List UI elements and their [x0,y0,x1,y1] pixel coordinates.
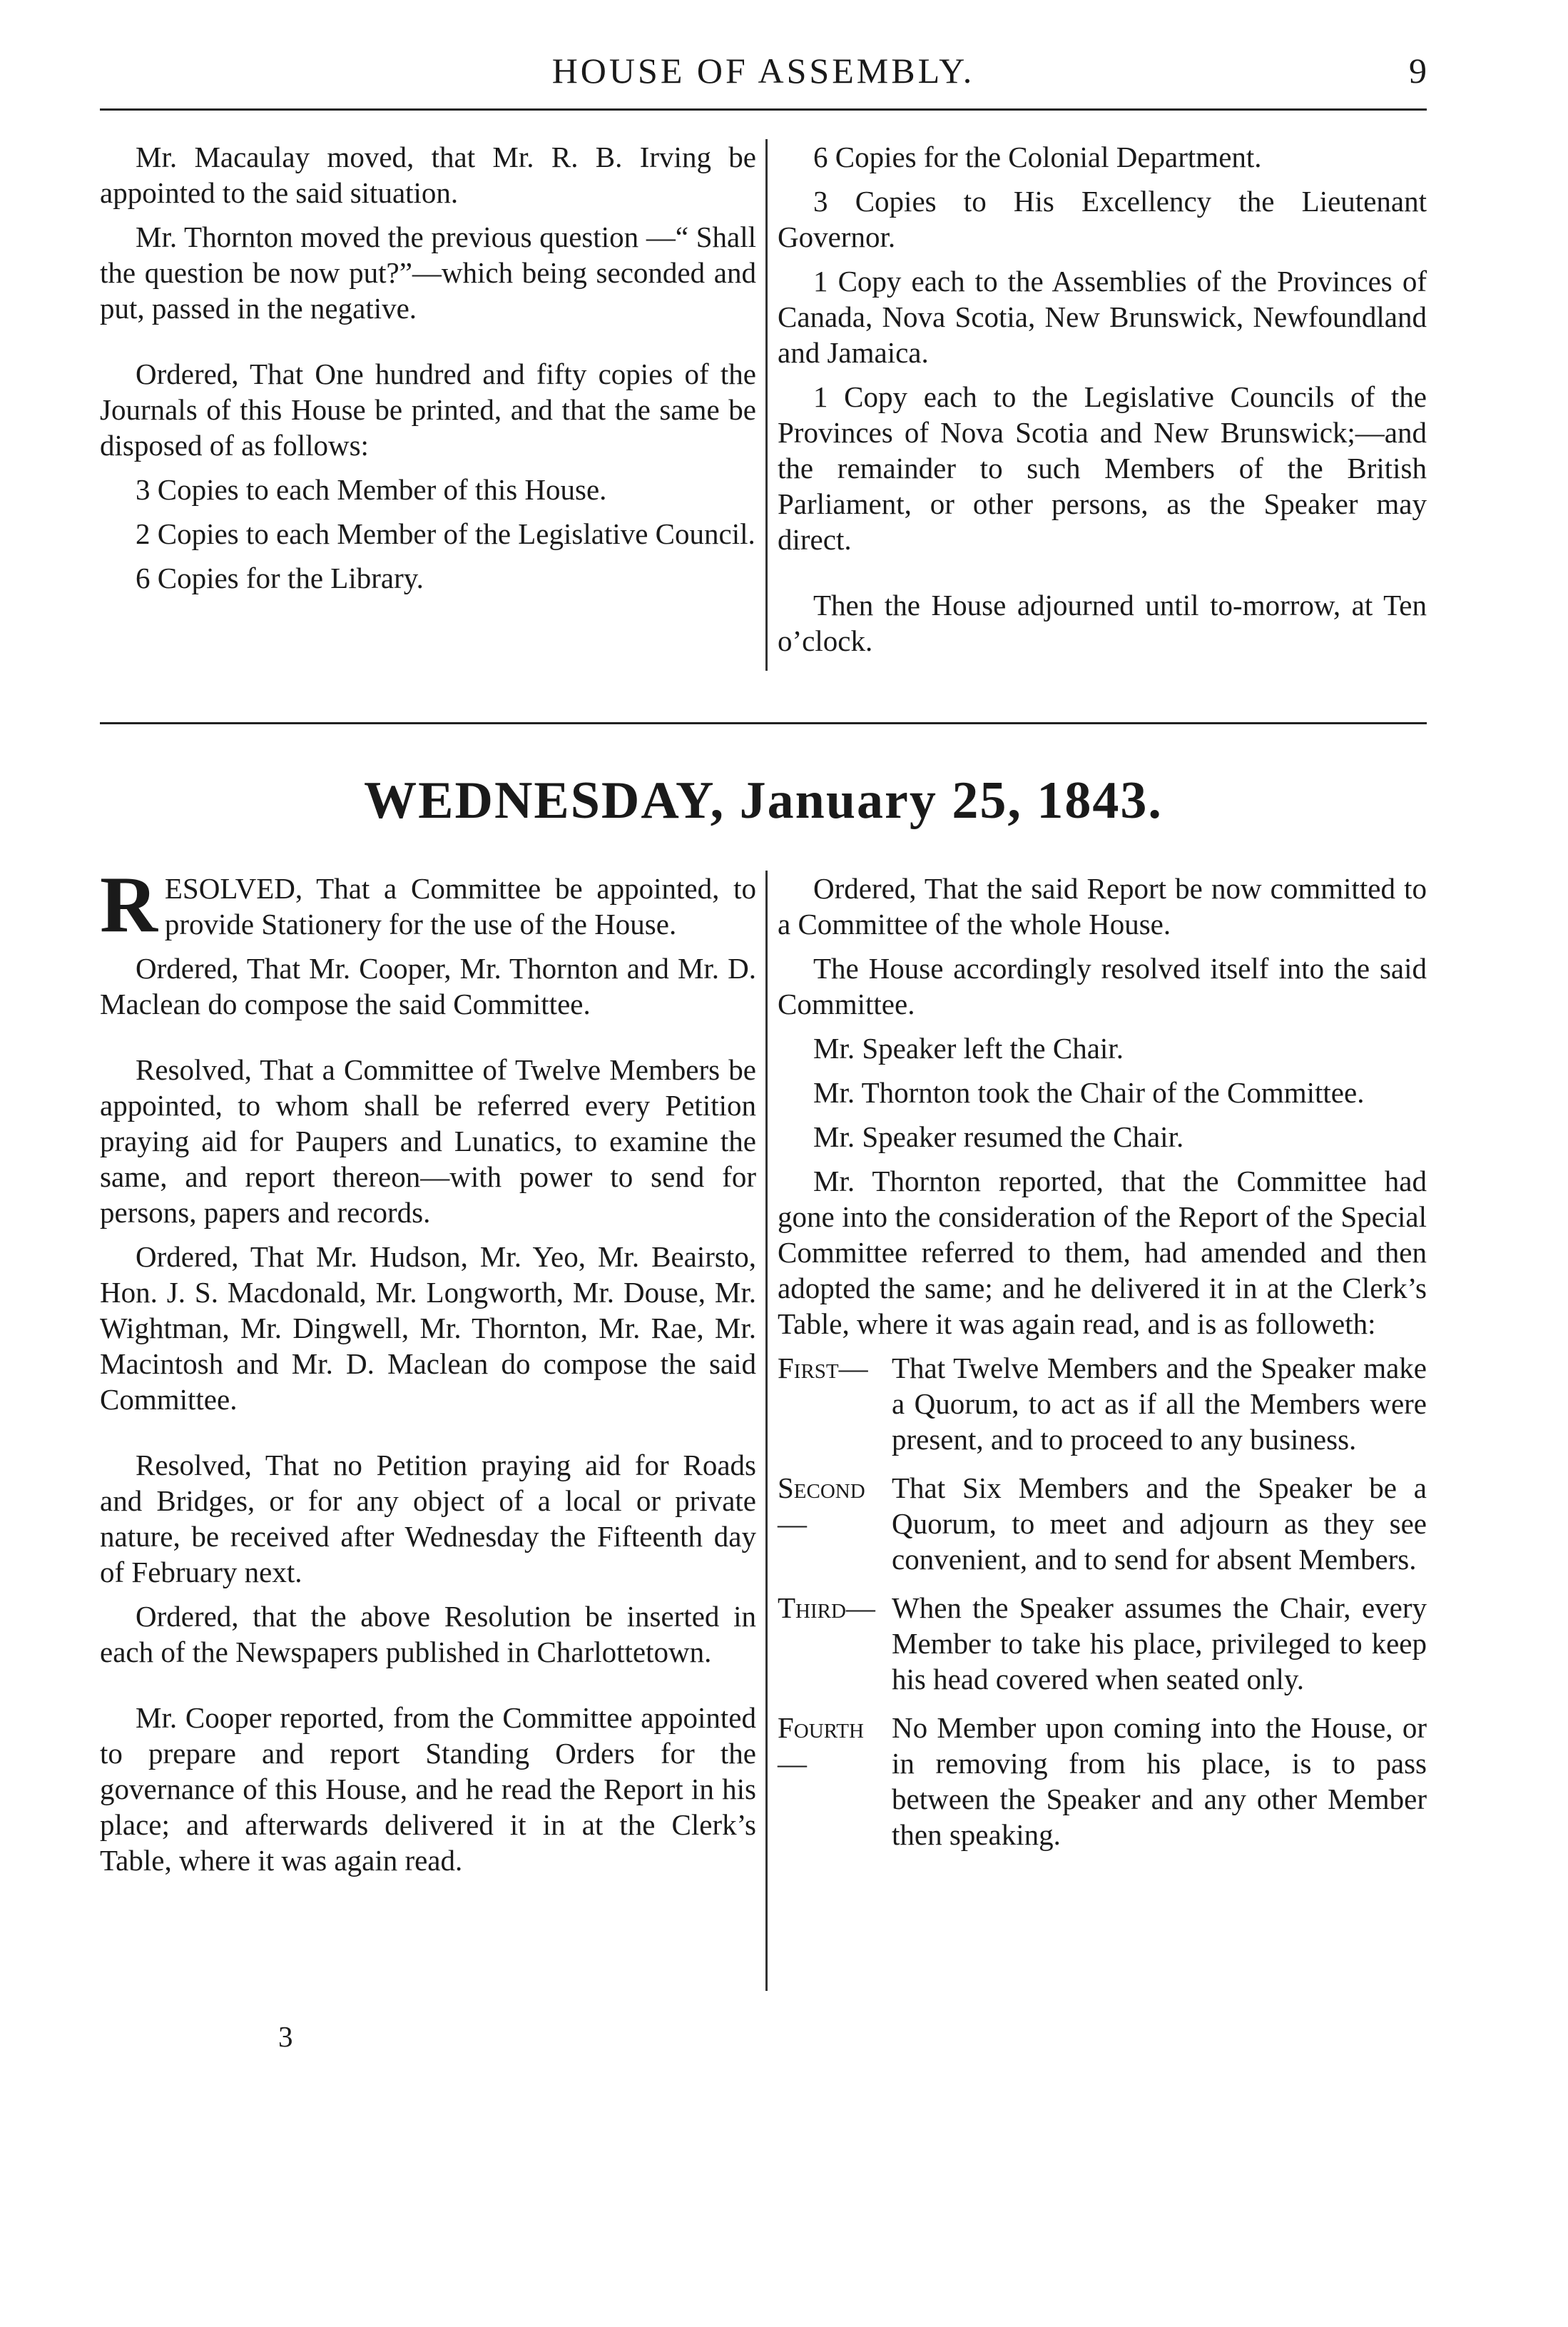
order-label: Second— [778,1471,865,1540]
paragraph: Mr. Thornton reported, that the Committee had gone into the consideration of the Report of the Special Committee referred to them, had amended and then adopted the same; and he delivered it in at the Clerk’s Table, where it was again read, and is as followeth: [778,1165,1427,1340]
paragraph: 3 Copies to each Member of this House. [136,473,607,506]
paragraph: 6 Copies for the Colonial Department. [813,141,1262,173]
signature-mark: 3 [278,2020,293,2053]
top-right-column [778,139,1427,667]
order-text: No Member upon coming into the House, or in removing from his place, is to pass between the Speaker and any other Member then speaking. [892,1711,1427,1851]
header-rule [100,108,1427,111]
paragraph: Mr. Speaker resumed the Chair. [813,1120,1184,1153]
paragraph: Ordered, That One hundred and fifty copies of the Journals of this House be printed, and that the same be disposed of as follows: [100,358,756,462]
left-column [100,861,756,1887]
order-label: Fourth— [778,1711,864,1780]
paragraph: 6 Copies for the Library. [136,562,424,594]
paragraph: 2 Copies to each Member of the Legislative Council. [136,517,755,550]
paragraph [100,861,756,949]
paragraph: Mr. Cooper reported, from the Committee appointed to prepare and report Standing Orders for the governance of this House, and he read the Report in his place; and afterwards delivered it in at the Clerk’s Table, where it was again read. [100,1701,756,1877]
paragraph: Ordered, That Mr. Hudson, Mr. Yeo, Mr. Beairsto, Hon. J. S. Macdonald, Mr. Longworth, Mr. Douse, Mr. Wightman, Mr. Dingwell, Mr. Thornton, Mr. Rae, Mr. Macintosh and Mr. D. Maclean do compose the said Committee. [100,1240,756,1416]
paragraph: Resolved, That no Petition praying aid for Roads and Bridges, or for any object of a local or private nature, be received after Wednesday the Fifteenth day of February next. [100,1449,756,1588]
paragraph: 1 Copy each to the Legislative Councils of the Provinces of Nova Scotia and New Brunswick;—and the remainder to such Members of the British Parliament, or other persons, as the Speaker may direct. [778,380,1427,556]
running-head [100,50,1427,107]
paragraph: Resolved, That a Committee of Twelve Members be appointed, to whom shall be referred every Petition praying aid for Paupers and Lunatics, to examine the same, and report thereon—with power to send for persons, papers and records. [100,1053,756,1229]
order-label: First— [778,1352,868,1384]
paragraph: 3 Copies to His Excellency the Lieutenant Governor. [778,185,1427,253]
paragraph: Mr. Thornton took the Chair of the Committee. [813,1076,1365,1109]
order-text: That Six Members and the Speaker be a Quorum, to meet and adjourn as they see convenient, and to send for absent Members. [892,1471,1427,1576]
paragraph: Ordered, that the above Resolution be inserted in each of the Newspapers published in Charlottetown. [100,1600,756,1668]
order-text: When the Speaker assumes the Chair, every Member to take his place, privileged to keep his head covered when seated only. [892,1591,1427,1695]
order-label: Third— [778,1591,875,1624]
top-left-column [100,139,756,604]
paragraph: Mr. Macaulay moved, that Mr. R. B. Irving be appointed to the said situation. [100,141,756,209]
paragraph: Then the House adjourned until to-morrow, at Ten o’clock. [778,589,1427,657]
paragraph: Mr. Speaker left the Chair. [813,1032,1124,1065]
paragraph: The House accordingly resolved itself into the said Committee. [778,952,1427,1020]
paragraph-text: ESOLVED, That a Committee be appointed, to provide Stationery for the use of the House. [164,872,756,941]
section-rule [100,722,1427,724]
drop-cap: R [100,861,158,949]
order-text: That Twelve Members and the Speaker make a Quorum, to act as if all the Members were present, and to proceed to any business. [892,1352,1427,1456]
paragraph: 1 Copy each to the Assemblies of the Provinces of Canada, Nova Scotia, New Brunswick, Newfoundland and Jamaica. [778,265,1427,369]
standing-order [778,1470,1427,1577]
column-divider [765,139,768,671]
standing-order [778,1590,1427,1697]
day-heading: WEDNESDAY, January 25, 1843. [364,771,1163,830]
running-head-title: HOUSE OF ASSEMBLY. [551,51,975,91]
paragraph: Ordered, That Mr. Cooper, Mr. Thornton and Mr. D. Maclean do compose the said Committee. [100,952,756,1020]
standing-order [778,1350,1427,1457]
paragraph: Ordered, That the said Report be now committed to a Committee of the whole House. [778,872,1427,941]
right-column [778,871,1427,1865]
paragraph: Mr. Thornton moved the previous question —“ Shall the question be now put?”—which being seconded and put, passed in the negative. [100,220,756,325]
page-number: 9 [1409,51,1427,91]
standing-order [778,1710,1427,1852]
column-divider [765,871,768,1991]
